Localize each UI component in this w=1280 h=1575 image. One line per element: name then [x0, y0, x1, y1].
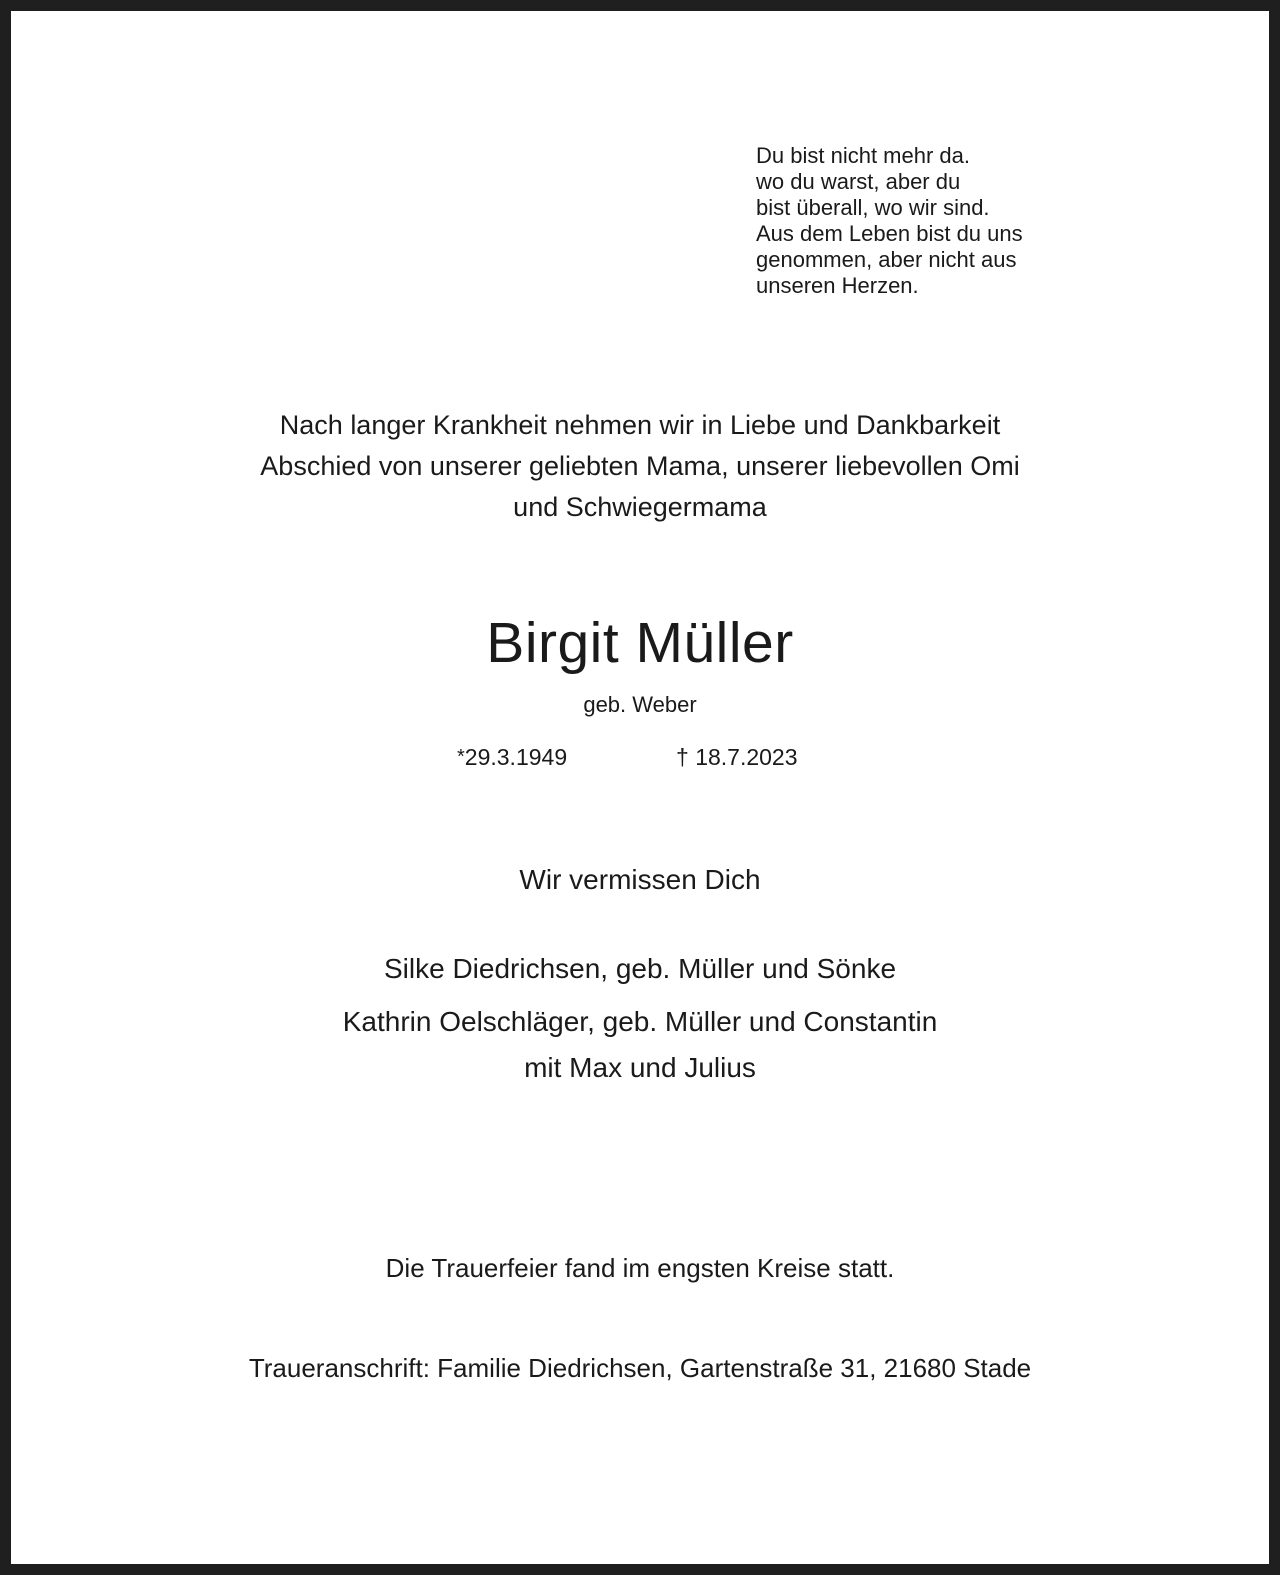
deceased-name: Birgit Müller [486, 611, 794, 675]
intro-line: Abschied von unserer geliebten Mama, unserer liebevollen Omi [260, 451, 1020, 481]
poem-line: bist überall, wo wir sind. [756, 195, 990, 220]
birth-date-value: 29.3.1949 [464, 744, 568, 770]
birth-mark: * [457, 746, 465, 768]
family-line: mit Max und Julius [524, 1052, 756, 1083]
maiden-name: geb. Weber [583, 692, 697, 717]
poem-line: Du bist nicht mehr da. [756, 143, 970, 168]
poem [756, 143, 1176, 299]
poem-line: genommen, aber nicht aus [756, 247, 1017, 272]
family-line: Kathrin Oelschläger, geb. Müller und Constantin [342, 1006, 938, 1037]
poem-line: wo du warst, aber du [756, 169, 961, 194]
message: Wir vermissen Dich [519, 864, 761, 895]
intro-line: und Schwiegermama [513, 492, 767, 522]
family-line: Silke Diedrichsen, geb. Müller und Sönke [383, 953, 897, 984]
intro-line: Nach langer Krankheit nehmen wir in Liebe und Dankbarkeit [279, 410, 1001, 440]
life-dates [0, 740, 1280, 774]
intro-text [0, 405, 1280, 528]
mourning-address: Traueranschrift: Familie Diedrichsen, Gartenstraße 31, 21680 Stade [248, 1353, 1032, 1383]
death-date-value: 18.7.2023 [695, 744, 798, 770]
poem-line: unseren Herzen. [756, 273, 919, 298]
family-names [0, 946, 1280, 1091]
ceremony-note: Die Trauerfeier fand im engsten Kreise statt. [385, 1253, 895, 1283]
birth-date [457, 740, 567, 774]
death-date [676, 740, 798, 774]
poem-line: Aus dem Leben bist du uns [756, 221, 1023, 246]
death-mark: † [676, 744, 689, 770]
